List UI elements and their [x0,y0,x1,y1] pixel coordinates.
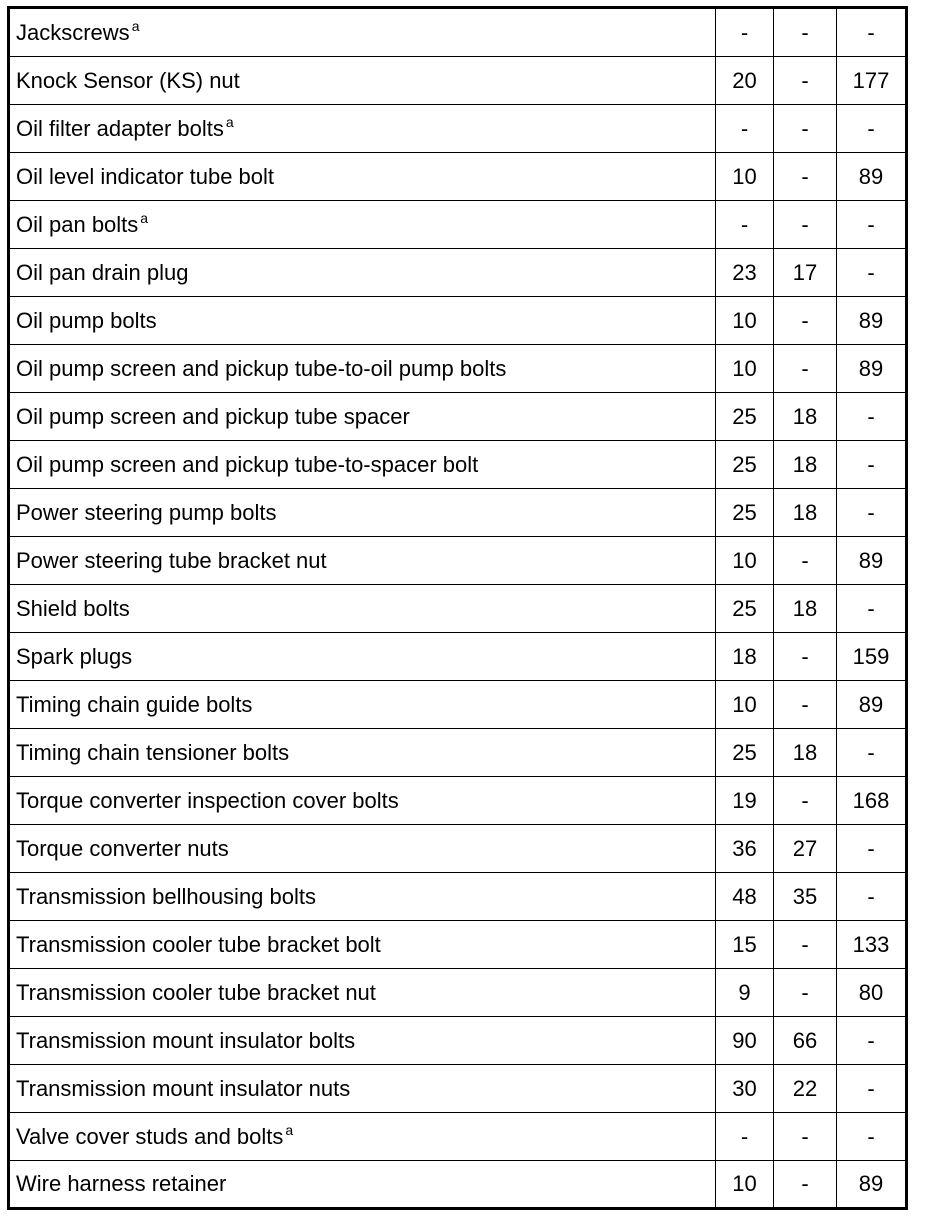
nm-value-cell: 10 [716,345,774,393]
component-cell [9,921,716,969]
component-label: Oil level indicator tube bolt [16,163,275,189]
lbin-value-cell: - [837,489,907,537]
lbin-value-cell: - [837,1065,907,1113]
lbft-value-cell: - [774,57,837,105]
component-cell [9,633,716,681]
nm-value-cell: 30 [716,1065,774,1113]
lbin-value-cell: - [837,1017,907,1065]
component-label: Transmission mount insulator bolts [16,1027,356,1053]
table-row [9,105,907,153]
nm-value-cell: 25 [716,729,774,777]
lbin-value-cell: - [837,729,907,777]
lbft-value-cell: 66 [774,1017,837,1065]
component-label: Oil pan drain plug [16,259,189,285]
component-cell [9,441,716,489]
lbft-value-cell: 18 [774,441,837,489]
table-row [9,921,907,969]
component-cell [9,729,716,777]
component-cell [9,969,716,1017]
component-cell [9,393,716,441]
component-label: Knock Sensor (KS) nut [16,67,240,93]
lbin-value-cell: 89 [837,153,907,201]
lbft-value-cell: 27 [774,825,837,873]
lbin-value-cell: - [837,105,907,153]
component-cell [9,825,716,873]
component-label: Wire harness retainer [16,1171,227,1196]
lbin-value-cell: 177 [837,57,907,105]
lbin-value-cell: - [837,873,907,921]
component-label: Timing chain guide bolts [16,691,253,717]
lbft-value-cell: - [774,537,837,585]
lbft-value-cell: - [774,921,837,969]
lbin-value-cell: 133 [837,921,907,969]
component-cell [9,1065,716,1113]
lbft-value-cell: - [774,297,837,345]
component-label: Torque converter inspection cover bolts [16,787,399,813]
lbft-value-cell: - [774,153,837,201]
component-label: Power steering tube bracket nut [16,547,327,573]
nm-value-cell: 10 [716,1161,774,1209]
lbft-value-cell: - [774,681,837,729]
component-cell [9,57,716,105]
lbin-value-cell: - [837,393,907,441]
nm-value-cell: 20 [716,57,774,105]
nm-value-cell: 18 [716,633,774,681]
table-row [9,633,907,681]
footnote-marker: a [285,1121,294,1138]
component-cell [9,537,716,585]
table-row [9,8,907,57]
component-label: Transmission cooler tube bracket bolt [16,931,381,957]
component-cell [9,105,716,153]
lbft-value-cell: - [774,201,837,249]
lbin-value-cell: - [837,441,907,489]
nm-value-cell: - [716,201,774,249]
nm-value-cell: 10 [716,681,774,729]
footnote-marker: a [225,113,234,130]
nm-value-cell: 19 [716,777,774,825]
lbft-value-cell: - [774,345,837,393]
lbin-value-cell: 89 [837,681,907,729]
footnote-marker: a [131,17,140,34]
table-row [9,825,907,873]
nm-value-cell: 25 [716,585,774,633]
component-cell [9,1017,716,1065]
table-row [9,201,907,249]
table-row [9,777,907,825]
lbin-value-cell: 159 [837,633,907,681]
component-cell [9,201,716,249]
component-label: Oil pump screen and pickup tube-to-spacer bolt [16,451,479,477]
component-cell [9,489,716,537]
component-label: Power steering pump bolts [16,499,277,525]
component-label: Transmission cooler tube bracket nut [16,979,376,1005]
table-row [9,1065,907,1113]
component-cell [9,1161,716,1209]
component-cell [9,297,716,345]
lbft-value-cell: 18 [774,393,837,441]
lbft-value-cell: - [774,105,837,153]
component-cell [9,873,716,921]
component-label: Timing chain tensioner bolts [16,739,290,765]
lbin-value-cell: - [837,249,907,297]
lbft-value-cell: - [774,777,837,825]
lbft-value-cell: 17 [774,249,837,297]
lbin-value-cell: 89 [837,297,907,345]
table-row [9,969,907,1017]
nm-value-cell: 15 [716,921,774,969]
nm-value-cell: - [716,8,774,57]
spec-table-body [9,8,907,1209]
component-label: Jackscrews [16,19,130,45]
lbin-value-cell: - [837,8,907,57]
table-row [9,153,907,201]
nm-value-cell: 36 [716,825,774,873]
lbin-value-cell: 168 [837,777,907,825]
table-row [9,1161,907,1209]
nm-value-cell: - [716,1113,774,1161]
lbft-value-cell: - [774,633,837,681]
lbin-value-cell: - [837,825,907,873]
table-row [9,393,907,441]
component-label: Shield bolts [16,595,130,621]
lbft-value-cell: - [774,1161,837,1209]
lbft-value-cell: - [774,969,837,1017]
lbin-value-cell: 89 [837,1161,907,1209]
nm-value-cell: 25 [716,441,774,489]
lbft-value-cell: 18 [774,489,837,537]
component-label: Torque converter nuts [16,835,229,861]
component-label: Oil pump screen and pickup tube-to-oil pump bolts [16,355,507,381]
component-cell [9,153,716,201]
lbft-value-cell: 18 [774,585,837,633]
table-row [9,57,907,105]
component-label: Oil pump bolts [16,307,157,333]
nm-value-cell: 48 [716,873,774,921]
lbft-value-cell: 18 [774,729,837,777]
table-row [9,1113,907,1161]
component-cell [9,1113,716,1161]
table-row [9,873,907,921]
component-label: Spark plugs [16,643,133,669]
component-label: Valve cover studs and bolts [16,1123,284,1149]
component-label: Transmission mount insulator nuts [16,1075,351,1101]
nm-value-cell: - [716,105,774,153]
nm-value-cell: 10 [716,537,774,585]
component-label: Oil filter adapter bolts [16,115,224,141]
table-row [9,1017,907,1065]
lbft-value-cell: 35 [774,873,837,921]
lbft-value-cell: 22 [774,1065,837,1113]
lbin-value-cell: - [837,1113,907,1161]
nm-value-cell: 9 [716,969,774,1017]
component-cell [9,777,716,825]
nm-value-cell: 90 [716,1017,774,1065]
lbin-value-cell: 89 [837,345,907,393]
torque-spec-table [7,6,908,1210]
table-row [9,537,907,585]
nm-value-cell: 10 [716,153,774,201]
lbin-value-cell: - [837,201,907,249]
table-row [9,681,907,729]
component-cell [9,585,716,633]
component-cell [9,249,716,297]
component-label: Oil pan bolts [16,211,139,237]
table-row [9,249,907,297]
table-row [9,345,907,393]
table-row [9,441,907,489]
lbin-value-cell: - [837,585,907,633]
lbft-value-cell: - [774,1113,837,1161]
nm-value-cell: 10 [716,297,774,345]
table-row [9,297,907,345]
nm-value-cell: 25 [716,489,774,537]
nm-value-cell: 23 [716,249,774,297]
component-label: Transmission bellhousing bolts [16,883,316,909]
component-cell [9,8,716,57]
lbft-value-cell: - [774,8,837,57]
component-cell [9,681,716,729]
table-row [9,489,907,537]
table-row [9,729,907,777]
footnote-marker: a [140,209,149,226]
table-row [9,585,907,633]
lbin-value-cell: 89 [837,537,907,585]
lbin-value-cell: 80 [837,969,907,1017]
component-cell [9,345,716,393]
component-label: Oil pump screen and pickup tube spacer [16,403,410,429]
nm-value-cell: 25 [716,393,774,441]
